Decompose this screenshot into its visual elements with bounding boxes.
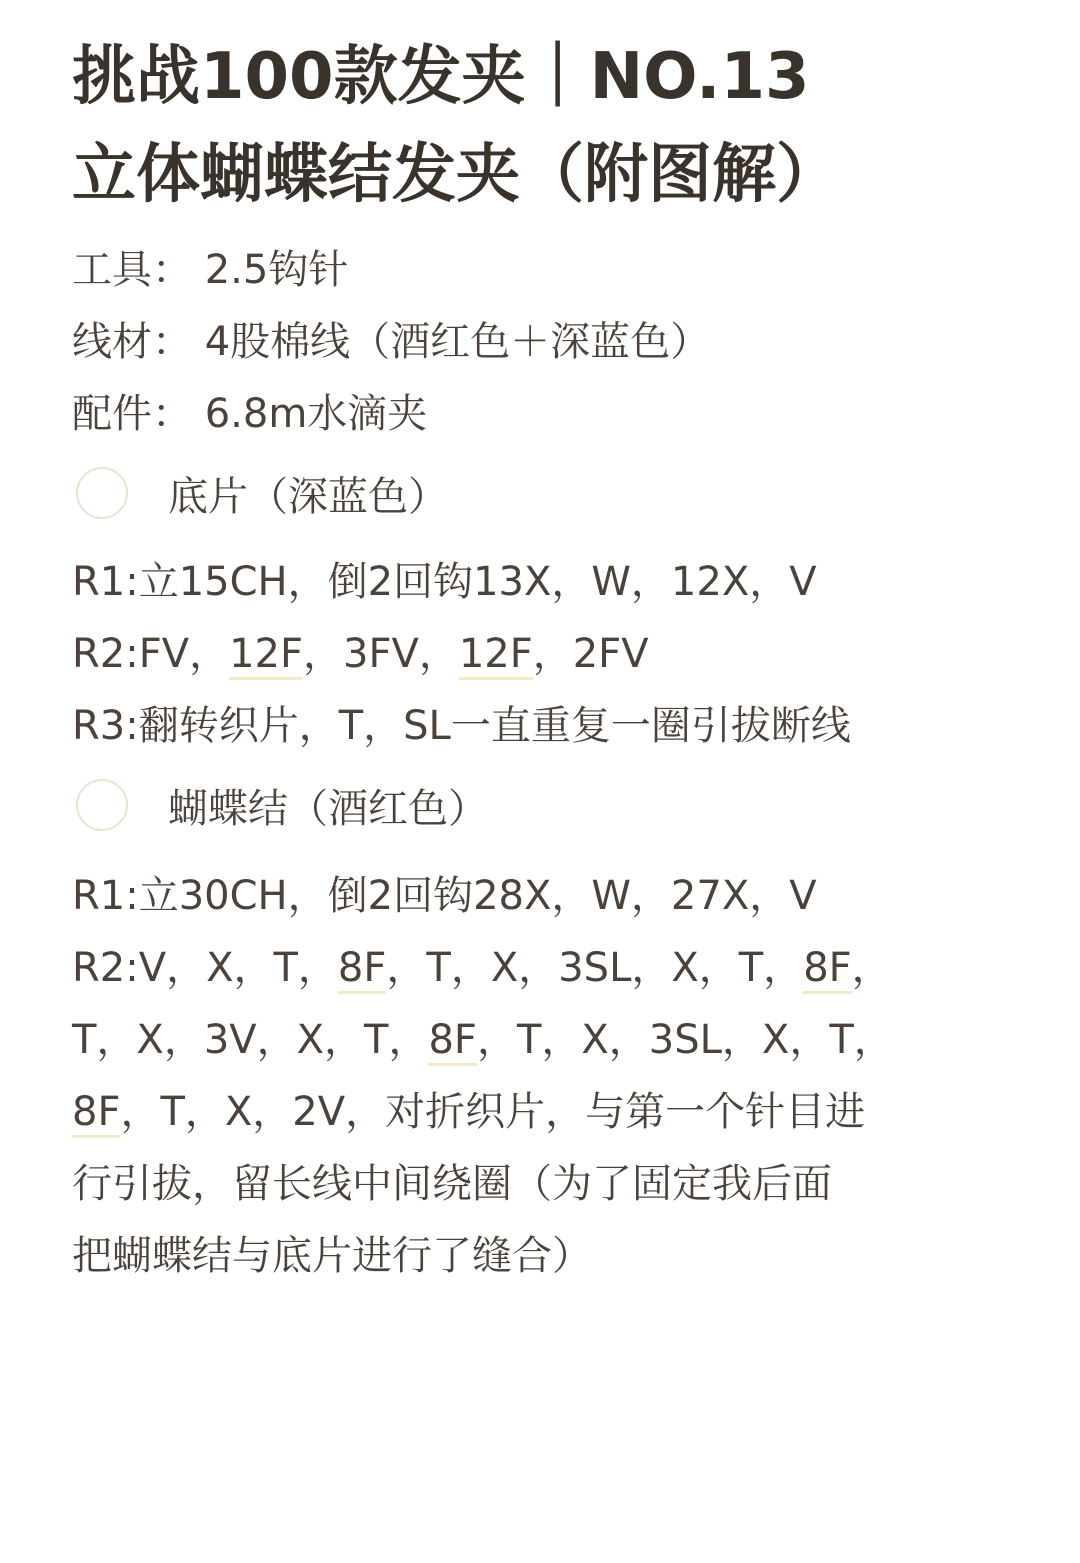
section-base-heading — [72, 450, 1032, 536]
circle-bullet-icon — [76, 467, 128, 519]
circle-bullet-icon — [76, 779, 128, 831]
section-base-title: 底片（深蓝色） — [168, 473, 448, 520]
highlight-segment: 8F — [428, 1017, 476, 1066]
text-segment: R2:FV， — [72, 631, 230, 677]
text-segment: ，T，X，3SL，X，T， — [476, 1017, 894, 1063]
text-segment: ，2FV — [532, 631, 649, 677]
materials-list — [72, 234, 1032, 450]
title-line-2: 立体蝴蝶结发夹（附图解） — [72, 138, 840, 212]
bow-round-2-line-3 — [72, 1076, 1032, 1148]
text-segment: ，3FV， — [303, 631, 459, 677]
bow-round-1: R1:立30CH，倒2回钩28X，W，27X，V — [72, 873, 817, 919]
section-bow-heading — [72, 762, 1032, 848]
note-page — [72, 28, 1032, 1292]
text-segment: T，X，3V，X，T， — [72, 1017, 429, 1063]
bow-round-2-line-5: 把蝴蝶结与底片进行了缝合） — [72, 1233, 592, 1279]
bow-round-2-line-1 — [72, 932, 1032, 1004]
accessory-line: 配件： 6.8m水滴夹 — [72, 391, 428, 437]
title-line-1: 挑战100款发夹｜NO.13 — [72, 40, 810, 114]
text-segment: ， — [851, 945, 892, 991]
text-segment: ，T，X，3SL，X，T， — [386, 945, 804, 991]
text-segment: ，T，X，2V，对折织片，与第一个针目进 — [120, 1089, 866, 1135]
base-steps — [72, 546, 1032, 762]
bow-round-2-line-4: 行引拔，留长线中间绕圈（为了固定我后面 — [72, 1161, 832, 1207]
highlight-segment: 8F — [803, 945, 851, 994]
yarn-line: 线材： 4股棉线（酒红色＋深蓝色） — [72, 319, 711, 365]
highlight-segment: 12F — [459, 631, 533, 680]
highlight-segment: 8F — [338, 945, 386, 994]
highlight-segment: 12F — [229, 631, 303, 680]
page-title — [72, 28, 1032, 224]
section-bow-title: 蝴蝶结（酒红色） — [168, 785, 488, 832]
bow-round-2-line-2 — [72, 1004, 1032, 1076]
tool-line: 工具： 2.5钩针 — [72, 247, 349, 293]
bow-steps — [72, 860, 1032, 1292]
highlight-segment: 8F — [72, 1089, 120, 1138]
text-segment: R2:V，X，T， — [72, 945, 338, 991]
base-round-2 — [72, 618, 1032, 690]
base-round-3: R3:翻转织片，T，SL一直重复一圈引拔断线 — [72, 703, 851, 749]
base-round-1: R1:立15CH，倒2回钩13X，W，12X，V — [72, 559, 817, 605]
